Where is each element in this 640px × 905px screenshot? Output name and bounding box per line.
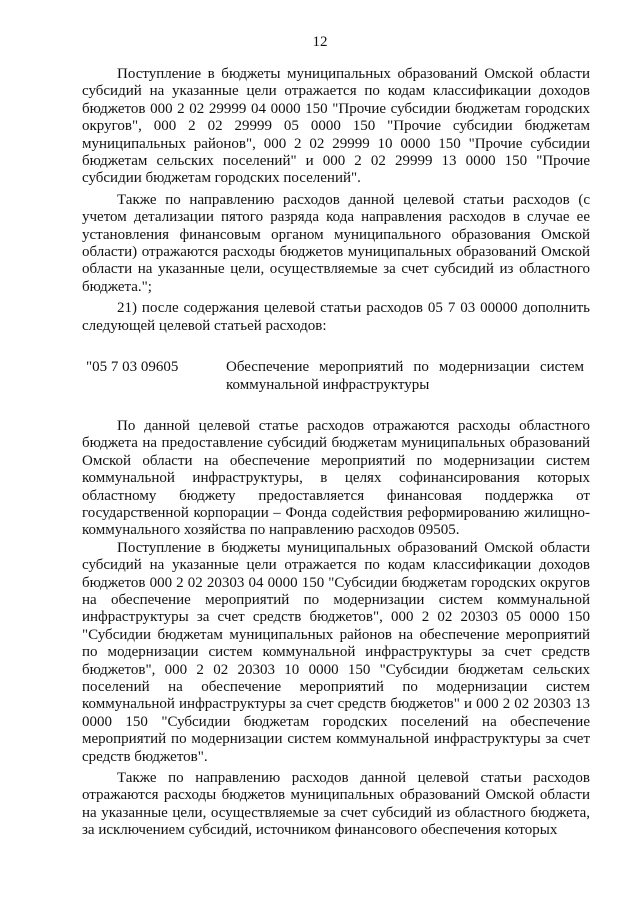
target-article-code: "05 7 03 09605 xyxy=(86,359,179,376)
document-body xyxy=(82,66,590,840)
paragraph-revenue-codes: Поступление в бюджеты муниципальных образований Омской области субсидий на указанные цели отражается по кодам классификации доходов бюджетов 000 2 02 20303 04 0000 150 "Субсидии бюджетам городских округов на обеспечение мероприятий по модернизации систем коммунальной инфраструктуры за счет средств бюджетов", 000 2 02 20303 05 0000 150 "Субсидии бюджетам муниципальных районов на обеспечение мероприятий по модернизации систем коммунальной инфраструктуры за счет средств бюджетов", 000 2 02 20303 10 0000 150 "Субсидии бюджетам сельских поселений на обеспечение мероприятий по модернизации систем коммунальной инфраструктуры за счет средств бюджетов" и 000 2 02 20303 13 0000 150 "Субсидии бюджетам городских поселений на обеспечение мероприятий по модернизации систем коммунальной инфраструктуры за счет средств бюджетов". xyxy=(82,539,590,765)
page-number: 12 xyxy=(312,34,328,50)
target-article-heading xyxy=(82,359,590,394)
paragraph-amendment-21: 21) после содержания целевой статьи расходов 05 7 03 00000 дополнить следующей целевой статьей расходов: xyxy=(82,300,590,334)
paragraph-revenue-other-subsidies: Поступление в бюджеты муниципальных образований Омской области субсидий на указанные цели отражается по кодам классификации доходов бюджетов 000 2 02 29999 04 0000 150 "Прочие субсидии бюджетам городских округов", 000 2 02 29999 05 0000 150 "Прочие субсидии бюджетам муниципальных районов", 000 2 02 29999 10 0000 150 "Прочие субсидии бюджетам сельских поселений" и 000 2 02 29999 13 0000 150 "Прочие субсидии бюджетам городских поселений". xyxy=(82,66,590,187)
target-article-title: Обеспечение мероприятий по модернизации систем коммунальной инфраструктуры xyxy=(226,359,584,393)
paragraph-expenses-detail: Также по направлению расходов данной целевой статьи расходов (с учетом детализации пятого разряда кода направления расходов в случае ее установления финансовым органом муниципального образования Омской области) отражаются расходы бюджетов муниципальных образований Омской области на указанные цели, осуществляемые за счет субсидий из областного бюджета."; xyxy=(82,191,590,295)
paragraph-expenses-continued: Также по направлению расходов данной целевой статьи расходов отражаются расходы бюджетов муниципальных образований Омской области на указанные цели, осуществляемые за счет субсидий из областного бюджета, за исключением субсидий, источником финансового обеспечения которых xyxy=(82,770,590,839)
paragraph-article-description: По данной целевой статье расходов отражаются расходы областного бюджета на предоставление субсидий бюджетам муниципальных образований Омской области на обеспечение мероприятий по модернизации систем коммунальной инфраструктуры, в целях софинансирования которых областному бюджету предоставляется финансовая поддержка от государственной корпорации – Фонда содействия реформированию жилищно-коммунального хозяйства по направлению расходов 09505. xyxy=(82,417,590,539)
